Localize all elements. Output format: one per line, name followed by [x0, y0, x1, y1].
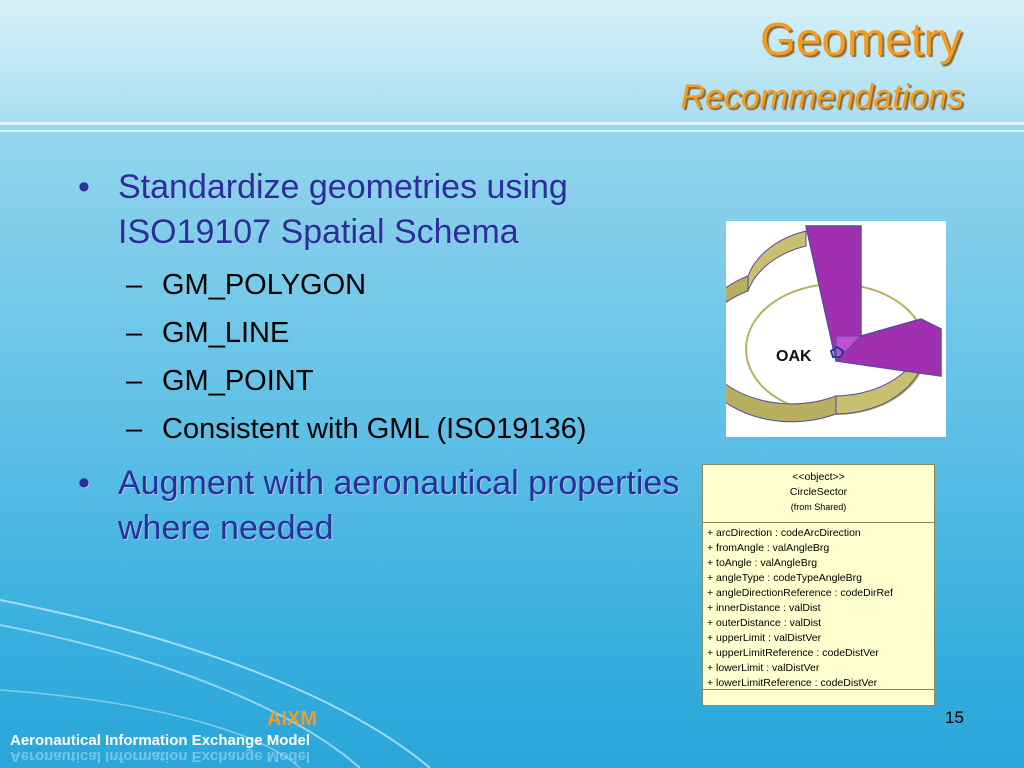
airport-label: OAK	[776, 348, 812, 365]
dash-icon: –	[126, 317, 143, 349]
uml-attribute: + upperLimit : valDistVer	[707, 632, 822, 644]
uml-attribute: + angleDirectionReference : codeDirRef	[707, 587, 893, 599]
dash-icon: –	[126, 413, 143, 445]
uml-class-box	[702, 464, 935, 706]
uml-attribute: + lowerLimitReference : codeDistVer	[707, 677, 878, 689]
footer-brand: AIXM	[267, 708, 317, 730]
sub-bullet-text: GM_POINT	[162, 365, 314, 397]
uml-attribute: + fromAngle : valAngleBrg	[707, 542, 830, 554]
bullet-icon: •	[78, 168, 90, 206]
sub-bullet-text: GM_LINE	[162, 317, 290, 349]
uml-attribute: + arcDirection : codeArcDirection	[707, 527, 861, 539]
page-title: Geometry	[760, 13, 962, 65]
sub-bullet-item	[78, 261, 698, 309]
footer-full-name: Aeronautical Information Exchange Model	[10, 732, 311, 749]
dash-icon: –	[126, 365, 143, 397]
uml-attribute: + innerDistance : valDist	[707, 602, 821, 614]
sub-bullet-text: Consistent with GML (ISO19136)	[162, 413, 587, 445]
uml-package: (from Shared)	[790, 502, 847, 512]
uml-attribute-list	[703, 523, 934, 690]
circle-sector-illustration	[726, 221, 946, 437]
bullet-list	[78, 165, 698, 557]
sub-bullet-item	[78, 357, 698, 405]
bullet-item	[78, 461, 698, 551]
uml-stereotype: <<object>>	[792, 471, 845, 483]
footer-reflection: Aeronautical Information Exchange Model	[10, 748, 311, 765]
bullet-item	[78, 165, 698, 255]
page-number: 15	[945, 708, 964, 727]
uml-class-name: CircleSector	[789, 486, 848, 498]
dash-icon: –	[126, 269, 143, 301]
sub-bullet-item	[78, 405, 698, 453]
uml-attribute: + lowerLimit : valDistVer	[707, 662, 820, 674]
uml-attribute: + outerDistance : valDist	[707, 617, 822, 629]
uml-class-header	[703, 465, 934, 523]
page-subtitle: Recommendations	[680, 78, 964, 116]
uml-attribute: + angleType : codeTypeAngleBrg	[707, 572, 862, 584]
uml-attribute: + upperLimitReference : codeDistVer	[707, 647, 879, 659]
bullet-icon: •	[78, 464, 90, 502]
bullet-text: Standardize geometries using ISO19107 Spatial Schema	[118, 168, 568, 251]
sub-bullet-item	[78, 309, 698, 357]
sub-bullet-text: GM_POLYGON	[162, 269, 367, 301]
uml-attribute: + toAngle : valAngleBrg	[707, 557, 818, 569]
bullet-text: Augment with aeronautical properties where needed	[118, 464, 680, 547]
